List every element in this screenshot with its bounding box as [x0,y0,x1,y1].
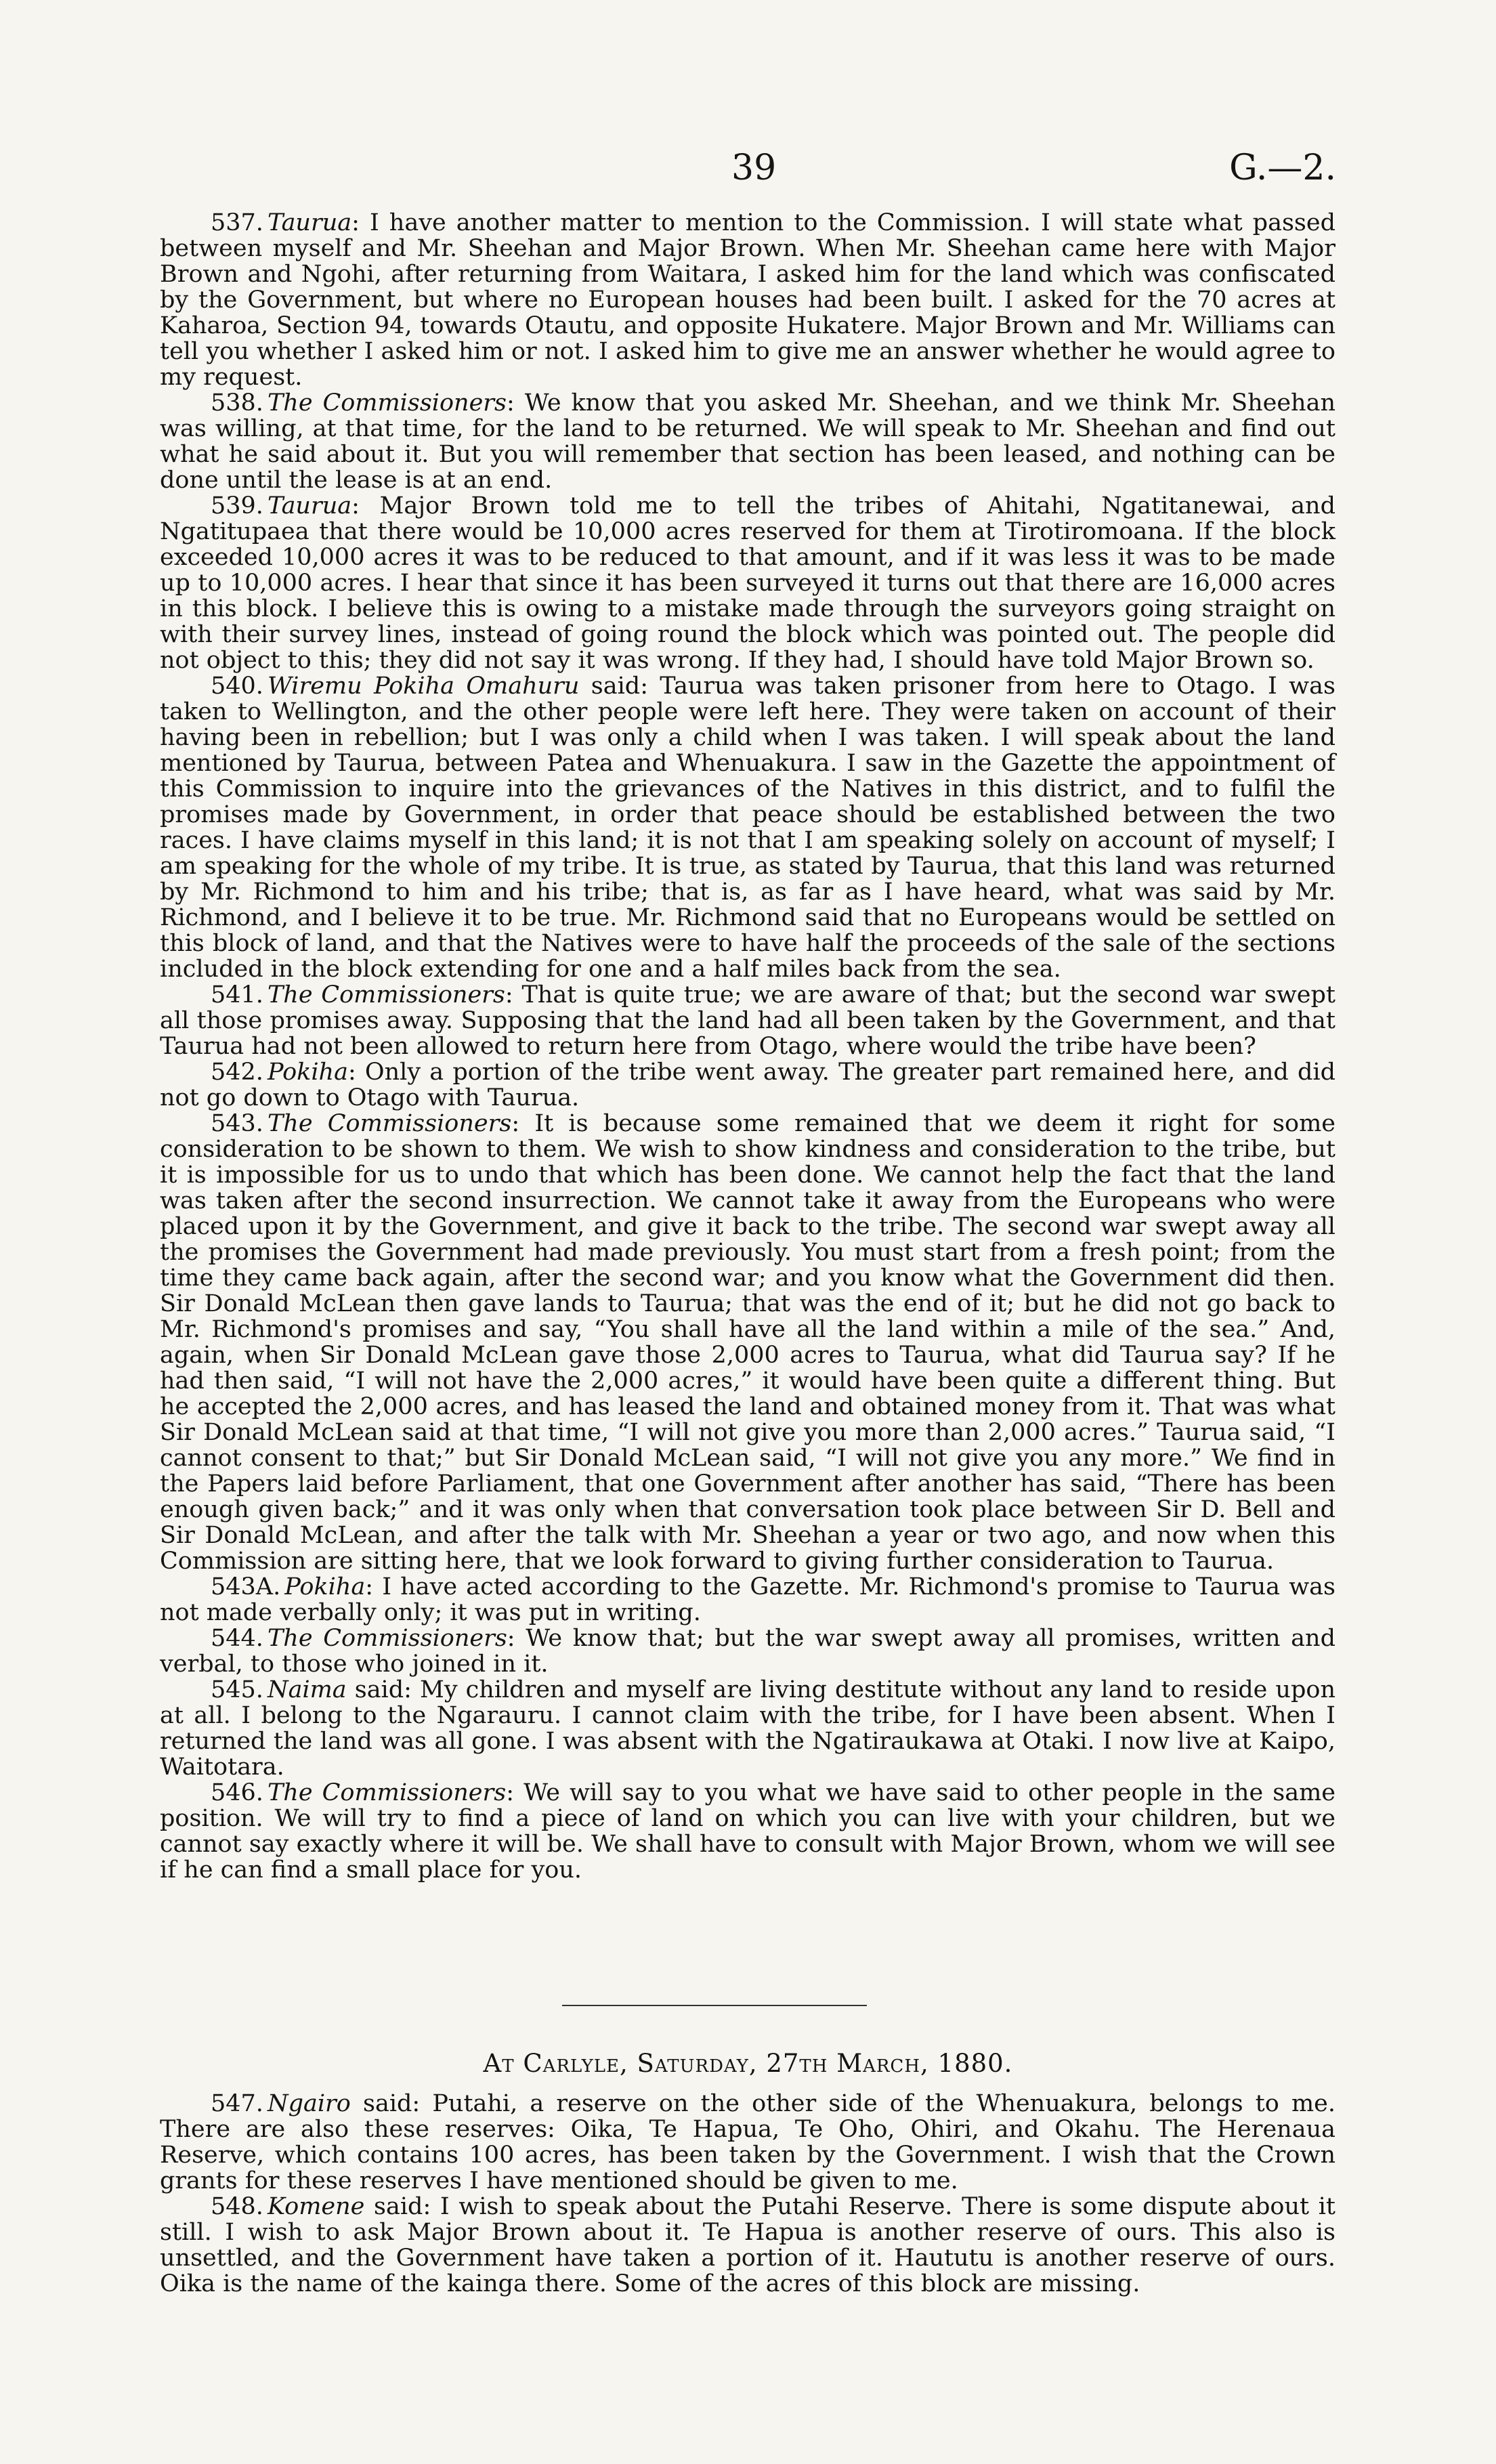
paragraph-number: 537. [211,209,263,236]
speaker-name: The Commissioners [267,1625,507,1652]
section-heading: At Carlyle, Saturday, 27th March, 1880. [483,2049,1013,2078]
paragraph-text: Putahi, a reserve on the other side of the Whenuakura, belongs to me. There are also these reserves: Oika, Te Hapua, Te Oho, Ohiri, and Okahu. The Herenaua Reserve, which contains 100 acres, has been taken by the Government. I wish that the Crown grants for these reserves I have mentioned should be given to me. [160,2090,1335,2194]
minutes-body-continued [160,2091,1335,2297]
minute-paragraph [160,210,1335,390]
paragraph-number: 540. [211,673,263,700]
paragraph-text: That is quite true; we are aware of that; but the second war swept all those promises away. Supposing that the land had all been taken by the Government, and that Taurua had not been allowed to return here from Otago, where would the tribe have been? [160,981,1335,1060]
minute-paragraph [160,2091,1335,2194]
minutes-body [160,210,1335,1883]
paragraph-text: We know that; but the war swept away all promises, written and verbal, to those who joined in it. [160,1625,1335,1678]
paragraph-number: 541. [211,981,263,1008]
paragraph-text: I wish to speak about the Putahi Reserve. There is some dispute about it still. I wish to ask Major Brown about it. Te Hapua is another reserve of ours. This also is unsettled, and the Government have taken a portion of it. Haututu is another reserve of ours. Oika is the name of the kainga there. Some of the acres of this block are missing. [160,2193,1335,2297]
speaker-separator: : [365,1573,374,1600]
speaker-name: The Commissioners [267,1110,512,1137]
paragraph-number: 539. [211,492,263,519]
minute-paragraph [160,982,1335,1059]
paragraph-text: We will say to you what we have said to other people in the same position. We will try to find a piece of land on which you can live with your children, but we cannot say exactly where it will be. We shall have to consult with Major Brown, whom we will see if he can find a small place for you. [160,1779,1335,1884]
speaker-separator: said: [364,2193,431,2220]
paragraph-text: Only a portion of the tribe went away. The greater part remained here, and did not go down to Otago with Taurua. [160,1059,1335,1111]
speaker-name: The Commissioners [267,1779,507,1806]
minute-paragraph [160,1059,1335,1111]
paragraph-text: We know that you asked Mr. Sheehan, and we think Mr. Sheehan was willing, at that time, for the land to be returned. We will speak to Mr. Sheehan and find out what he said about it. But you will remember that section has been leased, and nothing can be done until the lease is at an end. [160,389,1335,494]
document-reference: G.—2. [1229,148,1336,188]
paragraph-text: Taurua was taken prisoner from here to Otago. I was taken to Wellington, and the other people were left here. They were taken on account of their having been in rebellion; but I was only a child when I was taken. I will speak about the land mentioned by Taurua, between Patea and Whenuakura. I saw in the Gazette the appointment of this Commission to inquire into the grievances of the Natives in this district, and to fulfil the promises made by Government, in order that peace should be established between the two races. I have claims myself in this land; it is not that I am speaking solely on account of myself; I am speaking for the whole of my tribe. It is true, as stated by Taurua, that this land was returned by Mr. Richmond to him and his tribe; that is, as far as I have heard, what was said by Mr. Richmond, and I believe it to be true. Mr. Richmond said that no Europeans would be settled on this block of land, and that the Natives were to have half the proceeds of the sale of the sections included in the block extending for one and a half miles back from the sea. [160,673,1335,983]
paragraph-number: 543. [211,1110,263,1137]
paragraph-number: 544. [211,1625,263,1652]
paragraph-number: 543A. [211,1573,281,1600]
minute-paragraph [160,2194,1335,2297]
paragraph-number: 548. [211,2193,263,2220]
paragraph-text: Major Brown told me to tell the tribes of Ahitahi, Ngatitanewai, and Ngatitupaea that there would be 10,000 acres reserved for them at Tirotiromoana. If the block exceeded 10,000 acres it was to be reduced to that amount, and if it was less it was to be made up to 10,000 acres. I hear that since it has been surveyed it turns out that there are 16,000 acres in this block. I believe this is owing to a mistake made through the surveyors going straight on with their survey lines, instead of going round the block which was pointed out. The people did not object to this; they did not say it was wrong. If they had, I should have told Major Brown so. [160,492,1335,674]
minute-paragraph [160,1677,1335,1780]
minute-paragraph [160,673,1335,982]
minute-paragraph [160,1574,1335,1626]
speaker-name: Ngairo [267,2090,351,2117]
speaker-name: Pokiha [267,1059,348,1086]
speaker-name: Naima [267,1676,347,1703]
speaker-separator: said: [346,1676,412,1703]
speaker-name: Pokiha [284,1573,366,1600]
paragraph-text: I have another matter to mention to the Commission. I will state what passed between myself and Mr. Sheehan and Major Brown. When Mr. Sheehan came here with Major Brown and Ngohi, after returning from Waitara, I asked him for the land which was confiscated by the Government, but where no European houses had been built. I asked for the 70 acres at Kaharoa, Section 94, towards Otautu, and opposite Hukatere. Major Brown and Mr. Williams can tell you whether I asked him or not. I asked him to give me an answer whether he would agree to my request. [160,209,1335,391]
speaker-name: Wiremu Pokiha Omahuru [267,673,580,700]
speaker-separator: : [505,981,513,1008]
minute-paragraph [160,390,1335,493]
page-number: 39 [731,148,777,188]
minute-paragraph [160,1780,1335,1883]
minute-paragraph [160,493,1335,673]
speaker-separator: said: [350,2090,421,2117]
paragraph-number: 546. [211,1779,263,1806]
speaker-name: Komene [267,2193,365,2220]
paragraph-text: It is because some remained that we deem it right for some consideration to be shown to them. We wish to show kindness and consideration to the tribe, but it is impossible for us to undo that which has been done. We cannot help the fact that the land was taken after the second insurrection. We cannot take it away from the Europeans who were placed upon it by the Government, and give it back to the tribe. The second war swept away all the promises the Government had made previously. You must start from a fresh point; from the time they came back again, after the second war; and you know what the Government did then. Sir Donald McLean then gave lands to Taurua; that was the end of it; but he did not go back to Mr. Richmond's promises and say, “You shall have all the land within a mile of the sea.” And, again, when Sir Donald McLean gave those 2,000 acres to Taurua, what did Taurua say? If he had then said, “I will not have the 2,000 acres,” it would have been quite a different thing. But he accepted the 2,000 acres, and has leased the land and obtained money from it. That was what Sir Donald McLean said at that time, “I will not give you more than 2,000 acres.” Taurua said, “I cannot consent to that;” but Sir Donald McLean said, “I will not give you any more.” We find in the Papers laid before Parliament, that one Government after another has said, “There has been enough given back;” and it was only when that conversation took place between Sir D. Bell and Sir Donald McLean, and after the talk with Mr. Sheehan a year or two ago, and now when this Commission are sitting here, that we look forward to giving further consideration to Taurua. [160,1110,1335,1575]
speaker-separator: : [511,1110,520,1137]
speaker-separator: : [351,492,360,519]
page-header [0,148,1496,195]
speaker-separator: : [506,1779,514,1806]
paragraph-number: 547. [211,2090,263,2117]
speaker-name: Taurua [267,492,352,519]
minute-paragraph [160,1111,1335,1574]
speaker-name: The Commissioners [267,981,505,1008]
paragraph-text: My children and myself are living destitute without any land to reside upon at all. I belong to the Ngarauru. I cannot claim with the tribe, for I have been absent. When I returned the land was all gone. I was absent with the Ngatiraukawa at Otaki. I now live at Kaipo, Waitotara. [160,1676,1335,1781]
speaker-separator: : [347,1059,356,1086]
paragraph-number: 542. [211,1059,263,1086]
speaker-separator: said: [579,673,648,700]
section-divider [562,2005,867,2006]
speaker-separator: : [507,389,515,417]
speaker-separator: : [351,209,360,236]
speaker-separator: : [507,1625,515,1652]
paragraph-number: 538. [211,389,263,417]
speaker-name: Taurua [267,209,352,236]
paragraph-number: 545. [211,1676,263,1703]
paragraph-text: I have acted according to the Gazette. Mr. Richmond's promise to Taurua was not made verbally only; it was put in writing. [160,1573,1335,1626]
minute-paragraph [160,1626,1335,1677]
speaker-name: The Commissioners [267,389,507,417]
